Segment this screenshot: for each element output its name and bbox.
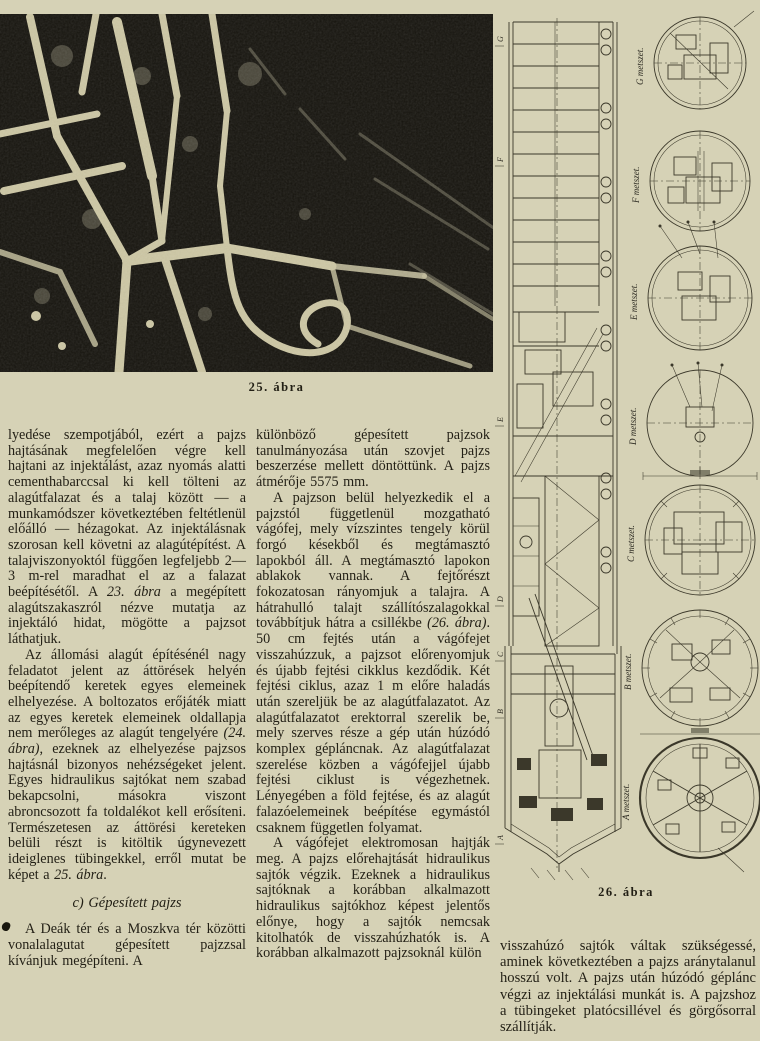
cross-section-b	[623, 610, 760, 734]
photo-halftone-art	[0, 14, 493, 372]
paragraph: lyedése szempotjából, ezért a pajzs hajtásának megfelelően végre kell hajtani az injektálást, azaz nyomás alatti cementhabarccsal ki kell tölteni az alagútfalazat és a talaj között — a munkamódszer következtében feltétlenül előálló — hézagokat. Az injektálásnak szorosan kell követni az alagútépítést. A talajviszonyoktól függően legfeljebb 2—3 m-rel maradhat el az a falazat beépítésétől. A 23. ábra a megépített alagútszakaszról nézve mutatja az injektáló hidat, mögötte a pajzsot láthatjuk.	[8, 427, 246, 648]
paragraph: A Deák tér és a Moszkva tér közötti vonalalagutat gépesített pajzzsal kívánjuk megépíteni. A	[8, 921, 246, 969]
paragraph: A pajzson belül helyezkedik el a pajzstól függetlenül mozgatható vágófej, mely vízszintes tengely körül forgó késekből és megtámasztó lapokból áll. A megtámasztó lapokon ablakok vannak. A fejtőrészt fokozatosan rányomjuk a talajra. A hátrahulló talajt szállítószalagokkal továbbítjuk hátra a csillékbe (26. ábra). 50 cm fejtés után a vágófejet visszahúzzuk, a pajzsot előrenyomjuk és újabb fejtési cikklus kezdődik. Két fejtési ciklus, azaz 1 m előre haladás után szereljük be az alagútfalazatot. Az alagútfalazatot erektorral szerelik be, mely szerves része a gép után húzódó komplex gépláncnak. Az alagútfalazat szerelése közben a vágófejjel újabb fejtési ciklust is végezhetnek. Lényegében a föld fejtése, és az alagút falazóelemeinek beépítése egymástól csaknem független folyamat.	[256, 489, 490, 836]
text-column-left	[8, 428, 246, 969]
paragraph: Az állomási alagút építésénél nagy feladatot jelent az áttörések helyén beépítendő keretek egyes elemeinek elhelyezése. A boltozatos erőjáték miatt az egyes keretek elemeinek oldallapja nem merőleges az alagút tengelyére (24. ábra), ezeknek az elhelyezése pajzsos hajtásnál bizonyos nehézségeket jelent. Egyes hidraulikus sajtókat nem szabad bekapcsolni, másokra viszont abroncsozott fa toldalékot kell erősíteni. Természetesen az áttörési kereteken belüli részt is kitöltik úgynevezett ideiglenes tübingekkel, erről mutat be képet a 25. ábra.	[8, 646, 246, 883]
cross-section-e	[629, 221, 752, 351]
cross-section-g	[635, 11, 754, 109]
section-markers	[495, 36, 505, 844]
machine-elevation	[505, 18, 621, 880]
right-column-paragraphs	[500, 938, 756, 1035]
marker-d: D	[496, 596, 505, 602]
figure-26-caption: 26. ábra	[598, 885, 654, 899]
text-column-middle	[256, 428, 490, 962]
cross-section-c	[626, 470, 757, 595]
marker-f: F	[496, 157, 505, 162]
shield-machine-drawing	[495, 6, 760, 884]
cross-section-a	[621, 738, 760, 872]
photo-figure-25	[0, 14, 493, 372]
section-label-a: A metszet.	[621, 783, 631, 820]
section-label-f: F metszet.	[631, 166, 641, 203]
marker-g: G	[496, 36, 505, 42]
section-heading: c) Gépesített pajzs	[72, 895, 182, 912]
left-column-paragraphs	[8, 428, 246, 883]
paragraph: visszahúzó sajtók váltak szükségessé, aminek következtében a pajzs aránytalanul hosszú volt. A pajzs után húzódó géplánc végzi az injektálási munkát is. A pajzshoz a tübingeket platócsillével és görgősorral szállítják.	[500, 938, 756, 1036]
text-column-right	[500, 938, 756, 1035]
paragraph: különböző gépesített pajzsok tanulmányozása után szovjet pajzs beszerzése mellett döntöttünk. A pajzs átmérője 5575 mm.	[256, 427, 490, 491]
marker-c: C	[496, 651, 505, 657]
section-label-d: D metszet.	[628, 407, 638, 445]
marker-b: B	[496, 709, 505, 714]
section-label-c: C metszet.	[626, 525, 636, 562]
cross-section-f	[631, 131, 750, 231]
marker-e: E	[496, 417, 505, 422]
figure-25-caption: 25. ábra	[248, 380, 305, 394]
left-column-paragraphs-2	[8, 922, 246, 969]
marker-a: A	[496, 835, 505, 840]
gantry-wheels	[601, 29, 611, 573]
section-label-e: E metszet.	[629, 283, 639, 320]
section-label-g: G metszet.	[635, 47, 645, 85]
section-label-b: B metszet.	[623, 653, 633, 690]
middle-column-paragraphs	[256, 428, 490, 962]
cross-section-d	[628, 362, 753, 480]
paragraph: A vágófejet elektromosan hajtják meg. A pajzs előrehajtását hidraulikus sajtók végzik. Ezeknek a hidraulikus sajtóknak a korábban alkalmazott hidraulikus sajtókhoz képest jelentős előnye, hogy a sajtók nemcsak kitolhatók de visszahúzhatók is. A korábban alkalmazott pajzsoknál külön	[256, 835, 490, 962]
